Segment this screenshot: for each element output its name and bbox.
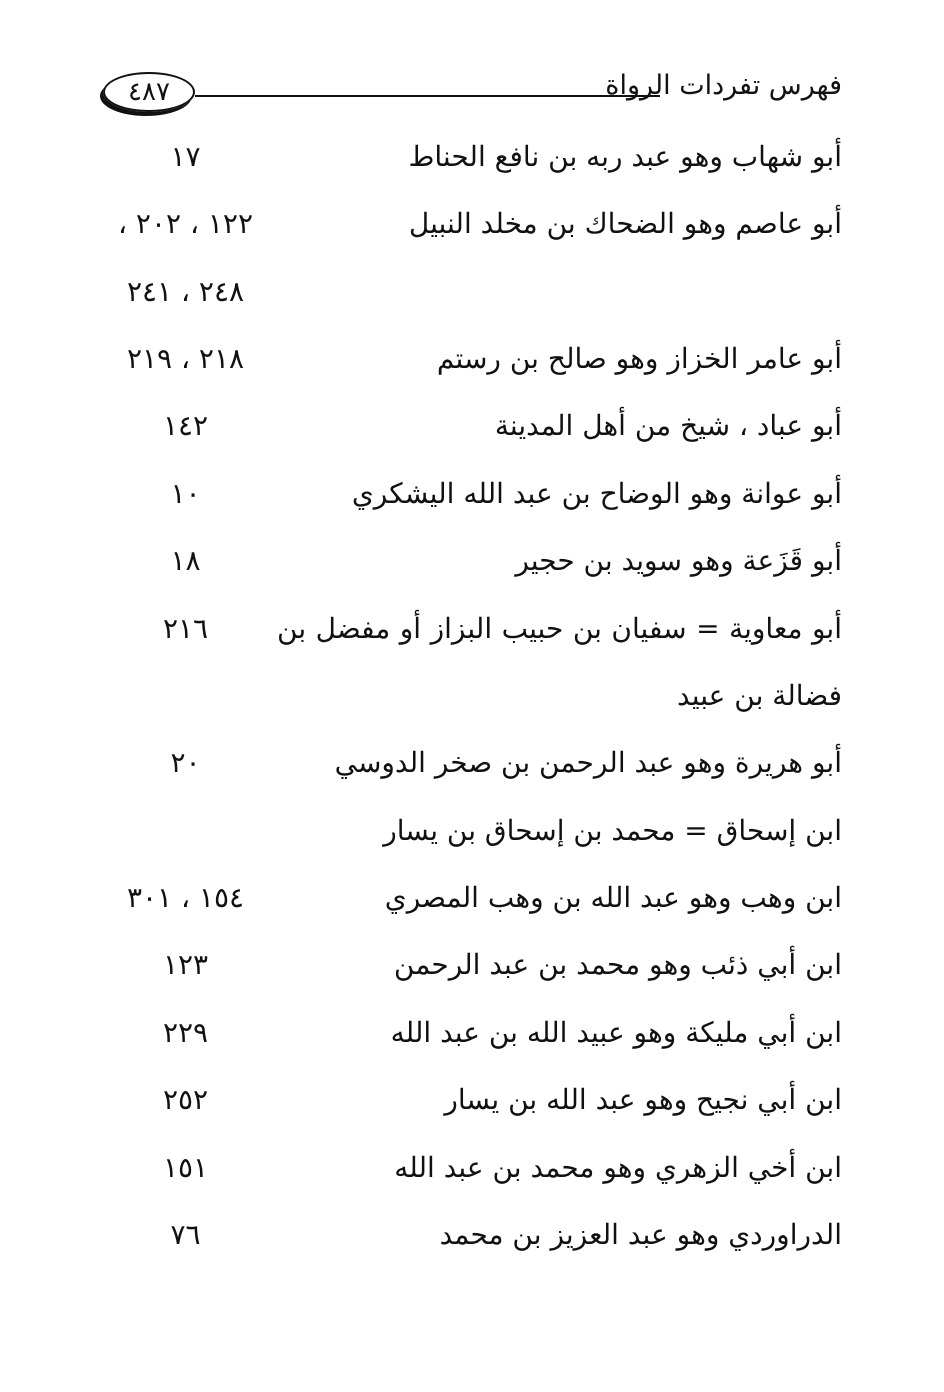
entry-pages: ١٢٢ ، ٢٠٢ ، bbox=[117, 207, 254, 240]
entry-pages: ١٢٣ bbox=[162, 948, 209, 981]
entry-name: ابن وهب وهو عبد الله بن وهب المصري bbox=[384, 881, 842, 914]
entry-name: ابن أبي ذئب وهو محمد بن عبد الرحمن bbox=[393, 948, 842, 981]
page-number: ٤٨٧ bbox=[128, 77, 170, 107]
entry-name: ابن أبي نجيح وهو عبد الله بن يسار bbox=[444, 1083, 842, 1116]
entry-pages: ٧٦ bbox=[170, 1218, 201, 1251]
entry-pages: ٢٤٨ ، ٢٤١ bbox=[126, 275, 245, 308]
entry-name: ابن أخي الزهري وهو محمد بن عبد الله bbox=[394, 1151, 842, 1184]
entry-pages: ١٥٤ ، ٣٠١ bbox=[126, 881, 245, 914]
entry-name: أبو عباد ، شيخ من أهل المدينة bbox=[494, 409, 842, 442]
entry-pages: ٢١٦ bbox=[162, 612, 209, 645]
entry-pages: ١٠ bbox=[170, 477, 201, 510]
entry-pages: ١٥١ bbox=[162, 1151, 209, 1184]
page-number-badge bbox=[103, 72, 195, 112]
entry-pages: ٢١٨ ، ٢١٩ bbox=[126, 342, 245, 375]
entry-pages: ٢٠ bbox=[170, 746, 201, 779]
entry-pages: ٢٢٩ bbox=[162, 1016, 209, 1049]
entry-name: أبو قَزَعة وهو سويد بن حجير bbox=[515, 544, 842, 577]
entry-pages: ١٤٢ bbox=[162, 409, 209, 442]
entry-pages: ١٧ bbox=[170, 140, 201, 173]
entry-name: أبو عوانة وهو الوضاح بن عبد الله اليشكري bbox=[351, 477, 842, 510]
entry-name: أبو هريرة وهو عبد الرحمن بن صخر الدوسي bbox=[334, 746, 842, 779]
entry-name: أبو عاصم وهو الضحاك بن مخلد النبيل bbox=[408, 207, 842, 240]
entry-name: ابن أبي مليكة وهو عبيد الله بن عبد الله bbox=[390, 1016, 842, 1049]
running-header-title: فهرس تفردات الرواة bbox=[605, 70, 842, 101]
entry-name: أبو معاوية = سفيان بن حبيب البزاز أو مفضل بن bbox=[277, 612, 842, 645]
entry-pages: ١٨ bbox=[170, 544, 201, 577]
entry-name: أبو شهاب وهو عبد ربه بن نافع الحناط bbox=[408, 140, 842, 173]
entry-name: أبو عامر الخزاز وهو صالح بن رستم bbox=[436, 342, 842, 375]
entry-name: ابن إسحاق = محمد بن إسحاق بن يسار bbox=[383, 814, 842, 847]
entry-pages: ٢٥٢ bbox=[162, 1083, 209, 1116]
header-rule bbox=[195, 95, 660, 97]
entry-name: الدراوردي وهو عبد العزيز بن محمد bbox=[439, 1218, 842, 1251]
entry-name-continuation: فضالة بن عبيد bbox=[677, 679, 842, 712]
